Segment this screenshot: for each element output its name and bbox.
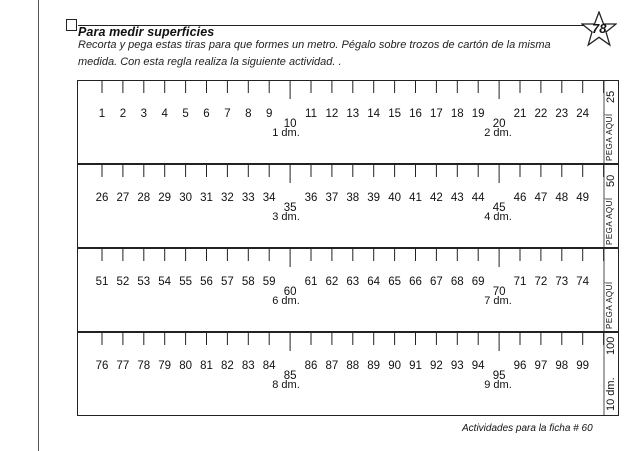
ruler-number: 32 bbox=[220, 192, 234, 204]
ruler-number: 16 bbox=[409, 108, 422, 120]
ruler-number: 88 bbox=[346, 360, 360, 372]
instructions-line-2: medida. Con esta regla realiza la siguiente actividad. . bbox=[78, 56, 342, 68]
ruler-number: 7 bbox=[224, 108, 231, 120]
ruler-strip-3 bbox=[77, 248, 619, 332]
ruler-number: 83 bbox=[241, 360, 255, 372]
ruler-number: 85 bbox=[283, 370, 297, 382]
pega-aqui-label: PEGA AQUÍ bbox=[605, 113, 614, 161]
ruler-number: 6 bbox=[203, 108, 210, 120]
ruler-number: 33 bbox=[241, 192, 255, 204]
ruler-number: 57 bbox=[220, 276, 234, 288]
ruler-number: 5 bbox=[182, 108, 189, 120]
ruler-number: 95 bbox=[492, 370, 506, 382]
ruler-number: 24 bbox=[576, 108, 590, 120]
ruler-number: 35 bbox=[283, 202, 297, 214]
ruler-ticks bbox=[78, 249, 618, 331]
footer-text: Actividades para la ficha # 60 bbox=[462, 423, 593, 434]
ruler-strip-1 bbox=[77, 80, 619, 164]
ruler-number: 74 bbox=[576, 276, 590, 288]
ruler-number: 23 bbox=[555, 108, 569, 120]
ruler-number: 62 bbox=[325, 276, 339, 288]
page-title: Para medir superficies bbox=[78, 25, 215, 39]
ruler-number: 10 bbox=[283, 118, 297, 130]
ruler-number: 79 bbox=[158, 360, 172, 372]
corner-box bbox=[66, 19, 77, 31]
ruler-number: 3 bbox=[140, 108, 147, 120]
ruler-number: 40 bbox=[388, 192, 401, 204]
ruler-number: 20 bbox=[492, 118, 506, 130]
decimeter-label: 6 dm. bbox=[272, 295, 300, 307]
ruler-ticks bbox=[78, 81, 618, 163]
ruler-number: 13 bbox=[346, 108, 360, 120]
ruler-number: 18 bbox=[450, 108, 464, 120]
ruler-number: 37 bbox=[325, 192, 339, 204]
decimeter-label: 2 dm. bbox=[484, 127, 512, 139]
ruler-number: 9 bbox=[265, 108, 273, 120]
ruler-number: 28 bbox=[137, 192, 151, 204]
ruler-number: 94 bbox=[471, 360, 485, 372]
ruler-number: 15 bbox=[388, 108, 401, 120]
ruler-number: 11 bbox=[305, 108, 317, 120]
ruler-number: 36 bbox=[304, 192, 318, 204]
ruler-number: 43 bbox=[450, 192, 464, 204]
ruler-number: 26 bbox=[95, 192, 109, 204]
ruler-number: 27 bbox=[116, 192, 130, 204]
ruler-end-number: 25 bbox=[605, 90, 617, 103]
ruler-number: 53 bbox=[137, 276, 151, 288]
ruler-end-number: 100 bbox=[605, 336, 617, 355]
ruler-number: 61 bbox=[304, 276, 318, 288]
decimeter-label: 9 dm. bbox=[484, 379, 512, 391]
ruler-number: 21 bbox=[513, 108, 527, 120]
ruler-number: 63 bbox=[346, 276, 360, 288]
ruler-number: 1 bbox=[98, 108, 106, 120]
ruler-strip-2 bbox=[77, 164, 619, 248]
ruler-number: 76 bbox=[95, 360, 109, 372]
ruler-number: 71 bbox=[513, 276, 527, 288]
ruler-ticks bbox=[78, 333, 618, 415]
ruler-number: 99 bbox=[576, 360, 590, 372]
ruler-number: 93 bbox=[450, 360, 464, 372]
page-number: 78 bbox=[592, 21, 607, 36]
page-edge bbox=[38, 0, 39, 451]
ruler-number: 65 bbox=[388, 276, 401, 288]
ruler-number: 38 bbox=[346, 192, 360, 204]
ruler-number: 60 bbox=[283, 286, 297, 298]
ruler-number: 72 bbox=[534, 276, 548, 288]
ruler-number: 30 bbox=[179, 192, 192, 204]
ruler-number: 87 bbox=[325, 360, 339, 372]
ruler-number: 42 bbox=[429, 192, 443, 204]
ruler-number: 54 bbox=[158, 276, 172, 288]
decimeter-label: 8 dm. bbox=[272, 379, 300, 391]
ruler-number: 44 bbox=[471, 192, 485, 204]
decimeter-label: 4 dm. bbox=[484, 211, 512, 223]
ruler-number: 82 bbox=[220, 360, 234, 372]
instructions-line-1: Recorta y pega estas tiras para que formes un metro. Pégalo sobre trozos de cartón de la misma bbox=[78, 39, 551, 51]
ruler-number: 45 bbox=[492, 202, 506, 214]
ruler-number: 4 bbox=[161, 108, 168, 120]
ruler-number: 58 bbox=[241, 276, 255, 288]
pega-aqui-label: PEGA AQUÍ bbox=[605, 281, 614, 329]
ruler-number: 8 bbox=[245, 108, 252, 120]
ruler-number: 51 bbox=[95, 276, 109, 288]
ruler-number: 59 bbox=[262, 276, 276, 288]
ruler-number: 12 bbox=[325, 108, 339, 120]
decimeter-label: 3 dm. bbox=[272, 211, 300, 223]
ruler-number: 14 bbox=[367, 108, 381, 120]
ruler-number: 2 bbox=[119, 108, 127, 120]
ruler-number: 70 bbox=[492, 286, 506, 298]
ruler-number: 48 bbox=[555, 192, 569, 204]
ruler-number: 69 bbox=[471, 276, 485, 288]
ruler-number: 80 bbox=[179, 360, 192, 372]
ruler-end-number: 50 bbox=[605, 174, 617, 187]
ruler-number: 47 bbox=[534, 192, 548, 204]
ruler-number: 97 bbox=[534, 360, 548, 372]
ruler-number: 84 bbox=[262, 360, 276, 372]
ruler-number: 81 bbox=[200, 360, 213, 372]
ruler-number: 96 bbox=[513, 360, 527, 372]
ruler-number: 19 bbox=[471, 108, 485, 120]
ruler-number: 29 bbox=[158, 192, 172, 204]
ruler-number: 77 bbox=[116, 360, 130, 372]
decimeter-label: 7 dm. bbox=[484, 295, 512, 307]
ruler-ticks bbox=[78, 165, 618, 247]
ruler-number: 86 bbox=[304, 360, 318, 372]
ruler-number: 67 bbox=[429, 276, 443, 288]
ruler-number: 49 bbox=[576, 192, 590, 204]
ruler-number: 98 bbox=[555, 360, 569, 372]
ruler-number: 55 bbox=[179, 276, 192, 288]
ruler-number: 17 bbox=[429, 108, 443, 120]
ruler-end-label: 10 dm. bbox=[605, 377, 617, 411]
pega-aqui-label: PEGA AQUÍ bbox=[605, 197, 614, 245]
ruler-number: 31 bbox=[200, 192, 213, 204]
ruler-number: 46 bbox=[513, 192, 527, 204]
ruler-number: 68 bbox=[450, 276, 464, 288]
ruler-number: 90 bbox=[388, 360, 401, 372]
decimeter-label: 1 dm. bbox=[272, 127, 300, 139]
ruler-number: 73 bbox=[555, 276, 569, 288]
ruler-number: 56 bbox=[200, 276, 213, 288]
ruler-number: 22 bbox=[534, 108, 548, 120]
ruler-number: 52 bbox=[116, 276, 130, 288]
ruler-number: 92 bbox=[429, 360, 443, 372]
ruler-number: 78 bbox=[137, 360, 151, 372]
ruler-number: 66 bbox=[409, 276, 422, 288]
ruler-number: 89 bbox=[367, 360, 381, 372]
ruler-strip-4 bbox=[77, 332, 619, 416]
ruler-number: 91 bbox=[409, 360, 422, 372]
ruler-number: 41 bbox=[409, 192, 422, 204]
ruler-number: 34 bbox=[262, 192, 276, 204]
ruler-number: 39 bbox=[367, 192, 381, 204]
ruler-number: 64 bbox=[367, 276, 381, 288]
header bbox=[78, 17, 618, 67]
